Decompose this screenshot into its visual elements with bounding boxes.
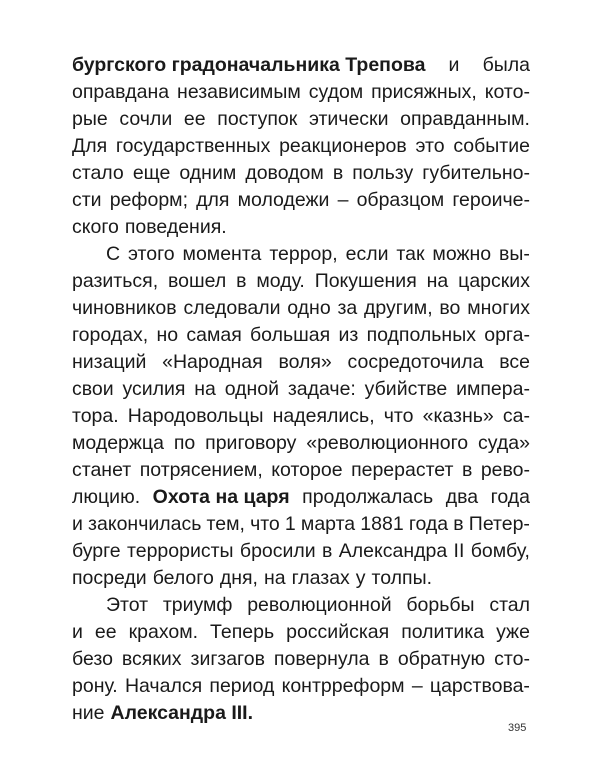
word: низаций (72, 351, 147, 373)
text-line (72, 295, 530, 322)
text-line (72, 484, 530, 511)
word: момента (182, 243, 262, 265)
word: на (426, 270, 449, 292)
word: судом (308, 81, 364, 103)
word: С (106, 243, 121, 265)
word: са- (502, 405, 530, 427)
text-line (72, 700, 530, 727)
word: самая (186, 324, 242, 346)
word: потрясением, (139, 459, 263, 481)
word: надеялись, (272, 405, 375, 427)
word: ее (183, 108, 206, 130)
word: Петер- (468, 513, 530, 535)
word: сочли (119, 108, 173, 130)
word: российская (286, 621, 390, 643)
word: Для (72, 135, 108, 157)
word: контрреформ (281, 675, 405, 697)
word: в (378, 648, 389, 670)
word: государственных (115, 135, 271, 157)
word: рые (72, 108, 108, 130)
word: зигзагов (190, 648, 265, 670)
word: «Народная (162, 351, 263, 373)
word: следовали (183, 297, 281, 319)
word: года (490, 486, 530, 508)
punctuation: . (247, 702, 254, 724)
word: борьбы (406, 594, 475, 616)
word: и (72, 513, 83, 535)
text-line (72, 646, 530, 673)
word: стало (72, 162, 124, 184)
word: уже (496, 621, 530, 643)
word: «казнь» (422, 405, 494, 427)
word: «революционного (306, 432, 469, 454)
word: убийстве (364, 378, 448, 400)
word: два (445, 486, 479, 508)
word: дня, (219, 567, 258, 589)
word: стал (489, 594, 530, 616)
word: политика (401, 621, 485, 643)
word: задаче: (287, 378, 356, 400)
word: которое (271, 459, 343, 481)
word: это (415, 135, 445, 157)
word: толпы. (371, 567, 433, 589)
word: независимым (177, 81, 301, 103)
word: можно (432, 243, 492, 265)
word: орга- (484, 324, 530, 346)
word: глазах (291, 567, 350, 589)
word: II (453, 540, 465, 562)
word: пользу (352, 162, 414, 184)
text-line (72, 187, 530, 214)
word: белого (152, 567, 214, 589)
word: реформ; (109, 189, 188, 211)
word: тора. (72, 405, 119, 427)
word: одной (224, 378, 280, 400)
word: период (209, 675, 275, 697)
text-line (72, 241, 530, 268)
word: вы- (499, 243, 530, 265)
word: во (439, 297, 461, 319)
text-line (72, 79, 530, 106)
word: если (345, 243, 389, 265)
word: поведения. (124, 216, 227, 238)
word: продолжалась (302, 486, 434, 508)
word: чиновников (72, 297, 177, 319)
text-line (72, 511, 530, 538)
text-line (72, 457, 530, 484)
word: доводом (245, 162, 324, 184)
word: бурге (72, 540, 121, 562)
word: закончилась (88, 513, 202, 535)
word: террор, (269, 243, 338, 265)
word: ского (72, 216, 119, 238)
word: на (263, 567, 286, 589)
word: реакционеров (279, 135, 407, 157)
word: на (194, 378, 216, 400)
word: этого (128, 243, 175, 265)
word: – (411, 675, 423, 697)
word: но (156, 324, 179, 346)
word: царских (458, 270, 530, 292)
word: и (72, 621, 83, 643)
word: разиться, (72, 270, 159, 292)
word: люцию. (72, 486, 141, 508)
text-line (72, 376, 530, 403)
word: все (499, 351, 530, 373)
word: 1881 (360, 513, 404, 535)
word: для (196, 189, 230, 211)
word: другим, (364, 297, 433, 319)
page-number: 395 (508, 722, 527, 734)
word: рону. (72, 675, 118, 697)
text-line (72, 52, 530, 79)
word: в (236, 270, 247, 292)
word: повернула (273, 648, 370, 670)
word: свои (72, 378, 114, 400)
word: оправдана (72, 81, 170, 103)
text-line (72, 106, 530, 133)
word: бомбу, (470, 540, 530, 562)
word: ее (94, 621, 117, 643)
word: вошел (168, 270, 227, 292)
word: одним (179, 162, 237, 184)
word: за (337, 297, 358, 319)
text-line (72, 214, 530, 241)
word: этически (308, 108, 389, 130)
word: из (338, 324, 359, 346)
word: городах, (72, 324, 149, 346)
word: еще (132, 162, 171, 184)
word: рево- (480, 459, 530, 481)
word: кото- (484, 81, 530, 103)
word: у (355, 567, 366, 589)
word: что (383, 405, 414, 427)
word: 1 (284, 513, 296, 535)
text-line (72, 133, 530, 160)
word: образцом (356, 189, 445, 211)
word: суда» (478, 432, 530, 454)
text-line (72, 565, 530, 592)
word: перерастет (351, 459, 454, 481)
word: посреди (72, 567, 147, 589)
word: событие (453, 135, 530, 157)
word: царствова- (429, 675, 530, 697)
word: безо (72, 648, 113, 670)
word: Теперь (210, 621, 275, 643)
word: – (337, 189, 349, 211)
word: поступок (217, 108, 298, 130)
word: по (173, 432, 196, 454)
text-line (72, 268, 530, 295)
text-line (72, 160, 530, 187)
word: что (250, 513, 280, 535)
word: сти (72, 189, 102, 211)
word: всяких (121, 648, 182, 670)
word: Покушения (314, 270, 417, 292)
text-line (72, 673, 530, 700)
word: моду. (256, 270, 305, 292)
word: тем, (206, 513, 245, 535)
text-line (72, 349, 530, 376)
word: станет (72, 459, 132, 481)
text-line (72, 538, 530, 565)
word: революционной (247, 594, 392, 616)
word: так (396, 243, 425, 265)
word: марта (300, 513, 356, 535)
word: большая (250, 324, 331, 346)
word: подпольных (366, 324, 476, 346)
word: усилия (122, 378, 186, 400)
word: присяжных, (371, 81, 477, 103)
word: модержца (72, 432, 164, 454)
word: приговору (205, 432, 297, 454)
word: Народовольцы (127, 405, 264, 427)
word: молодежи (237, 189, 330, 211)
word: в (453, 513, 464, 535)
word: триумф (162, 594, 233, 616)
text-line (72, 403, 530, 430)
word: года (408, 513, 449, 535)
document-body (72, 52, 530, 727)
word: была (482, 54, 530, 76)
word: в (332, 162, 344, 184)
word: сосредоточила (347, 351, 484, 373)
text-line (72, 619, 530, 646)
word: ние (72, 702, 105, 724)
word: и (448, 54, 460, 76)
bold-term: Охота на царя (152, 486, 290, 508)
word: в (461, 459, 473, 481)
word: сто- (494, 648, 530, 670)
word: одно (287, 297, 331, 319)
text-line (72, 322, 530, 349)
word: многих (467, 297, 530, 319)
word: террористы (127, 540, 234, 562)
text-line (72, 592, 530, 619)
word: героиче- (452, 189, 530, 211)
word: губительно- (422, 162, 530, 184)
word: Этот (106, 594, 149, 616)
bold-term: Александра III. (110, 702, 254, 724)
word: обратную (397, 648, 486, 670)
bold-term: бургского градоначальника Трепова (72, 54, 426, 76)
word: Александра (338, 540, 448, 562)
word: оправданным. (400, 108, 530, 130)
word: воля» (278, 351, 332, 373)
word: Начался (124, 675, 203, 697)
text-line (72, 430, 530, 457)
word: импера- (456, 378, 530, 400)
word: крахом. (128, 621, 199, 643)
word: бросили (239, 540, 316, 562)
word: в (322, 540, 333, 562)
